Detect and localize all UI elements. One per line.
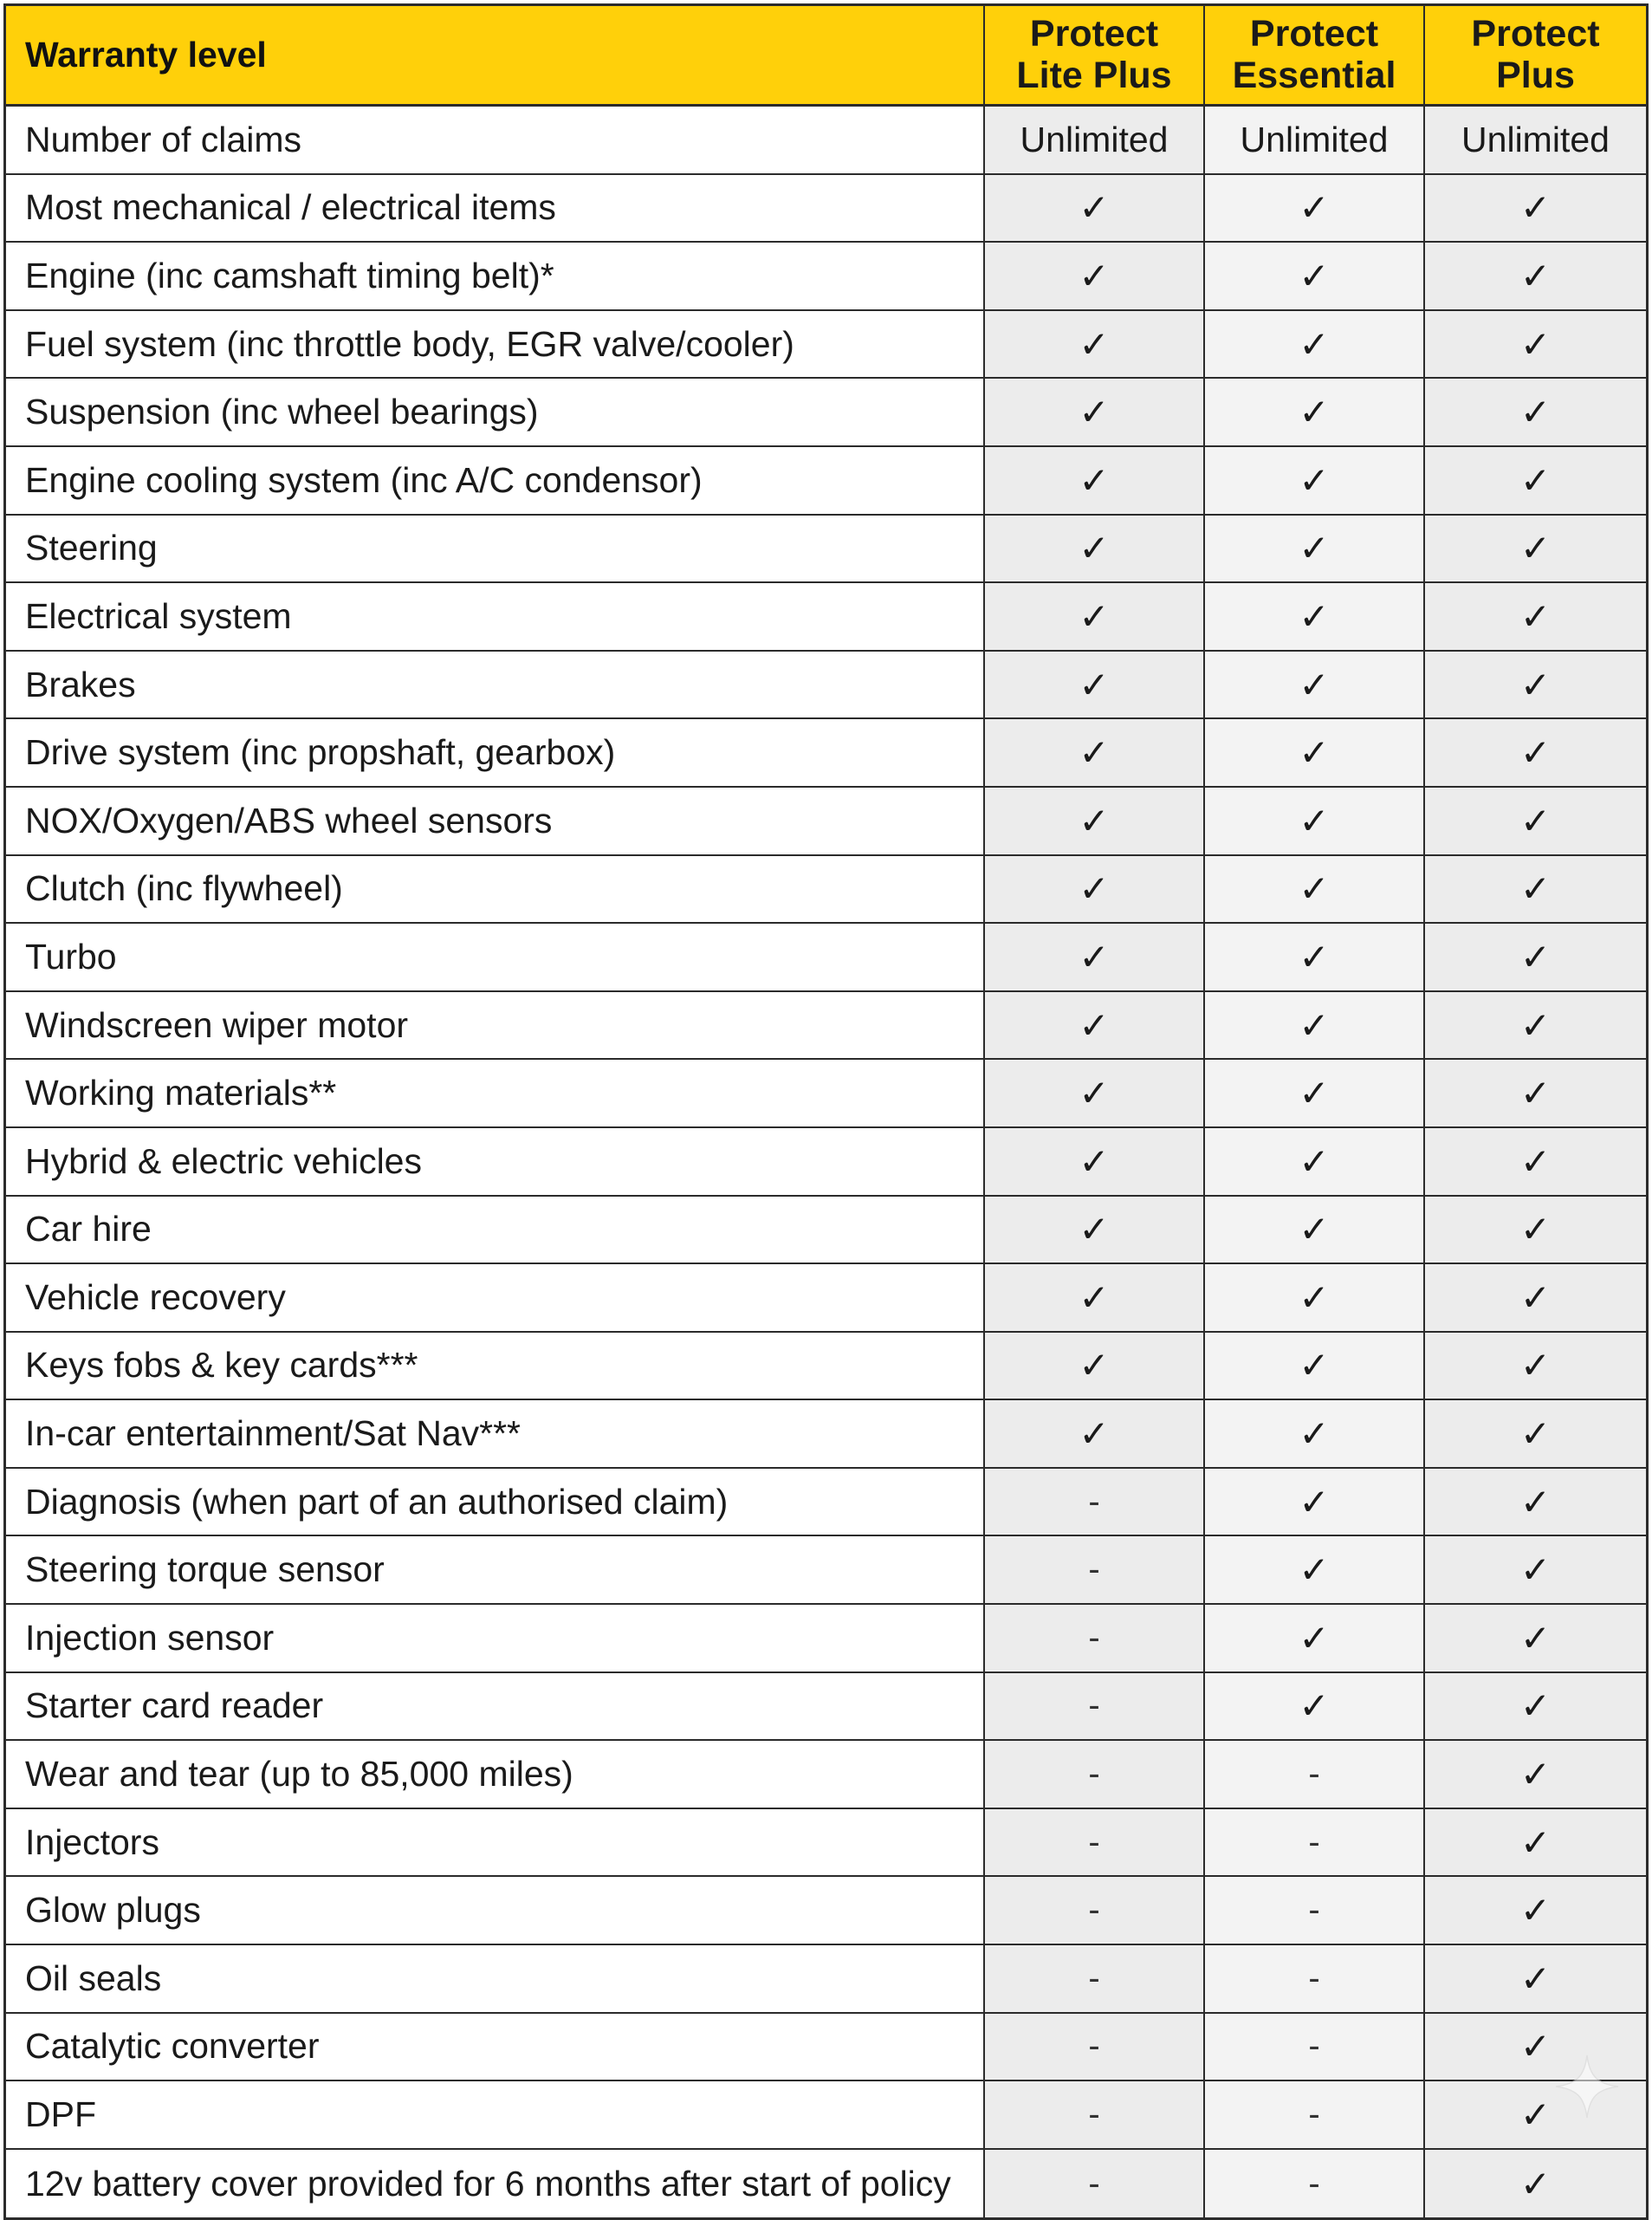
cell-essential [1205,788,1425,854]
checkmark-icon: ✓ [1299,936,1330,977]
not-included-dash: - [1308,2164,1320,2203]
cell-plus [1425,516,1646,582]
checkmark-icon: ✓ [1079,664,1110,705]
checkmark-icon: ✓ [1299,664,1330,705]
cell-essential [1205,516,1425,582]
table-row [6,175,1646,243]
table-row [6,788,1646,856]
cell-essential [1205,856,1425,923]
cell-lite-plus [985,2014,1205,2080]
row-feature-label: DPF [6,2081,985,2148]
checkmark-icon: ✓ [1519,392,1552,433]
checkmark-icon: ✓ [1079,1276,1110,1318]
cell-plus [1425,583,1646,650]
checkmark-icon: ✓ [1519,1413,1552,1455]
checkmark-icon: ✓ [1519,1345,1552,1386]
cell-essential [1205,1264,1425,1331]
checkmark-icon: ✓ [1519,1276,1552,1318]
row-feature-label: Electrical system [6,583,985,650]
plan-name-line2: Plus [1496,54,1575,96]
cell-plus [1425,924,1646,990]
cell-essential [1205,1469,1425,1535]
checkmark-icon: ✓ [1079,392,1110,433]
cell-plus [1425,1197,1646,1263]
cell-plus [1425,1333,1646,1399]
row-feature-label: Suspension (inc wheel bearings) [6,379,985,445]
checkmark-icon: ✓ [1079,732,1110,774]
not-included-dash: - [1088,1618,1100,1657]
cell-essential [1205,1945,1425,2012]
row-feature-label: Clutch (inc flywheel) [6,856,985,923]
not-included-dash: - [1308,2095,1320,2134]
checkmark-icon: ✓ [1079,1004,1110,1046]
row-feature-label: Steering [6,516,985,582]
checkmark-icon: ✓ [1519,1957,1552,1999]
plan-name-line1: Protect [1249,13,1379,55]
table-row [6,311,1646,380]
row-feature-label: Vehicle recovery [6,1264,985,1331]
cell-plus [1425,447,1646,514]
not-included-dash: - [1308,2027,1320,2066]
table-row [6,1197,1646,1265]
cell-lite-plus [985,1128,1205,1195]
not-included-dash: - [1088,2164,1100,2203]
checkmark-icon: ✓ [1519,2163,1552,2204]
table-row [6,1264,1646,1333]
table-row [6,107,1646,175]
not-included-dash: - [1308,1822,1320,1861]
checkmark-icon: ✓ [1079,868,1110,910]
checkmark-icon: ✓ [1519,255,1552,296]
header-plan-lite-plus [985,6,1205,104]
not-included-dash: - [1308,1755,1320,1794]
cell-plus [1425,1945,1646,2012]
checkmark-icon: ✓ [1299,732,1330,774]
cell-plus [1425,788,1646,854]
checkmark-icon: ✓ [1079,1140,1110,1182]
cell-essential [1205,1877,1425,1944]
checkmark-icon: ✓ [1519,1004,1552,1046]
checkmark-icon: ✓ [1519,323,1552,365]
row-feature-label: Oil seals [6,1945,985,2012]
row-feature-label: Injectors [6,1809,985,1876]
table-row [6,652,1646,720]
checkmark-icon: ✓ [1299,1413,1330,1455]
checkmark-icon: ✓ [1519,1754,1552,1795]
cell-plus [1425,652,1646,718]
row-feature-label: Car hire [6,1197,985,1263]
cell-lite-plus [985,1060,1205,1126]
cell-essential [1205,107,1425,173]
not-included-dash: - [1088,1958,1100,1997]
row-feature-label: Drive system (inc propshaft, gearbox) [6,719,985,786]
table-row [6,924,1646,992]
cell-plus [1425,1264,1646,1331]
checkmark-icon: ✓ [1519,936,1552,977]
table-row [6,1469,1646,1537]
checkmark-icon: ✓ [1519,187,1552,229]
table-row [6,2014,1646,2082]
table-row [6,379,1646,447]
cell-lite-plus [985,652,1205,718]
cell-lite-plus [985,175,1205,242]
table-row [6,719,1646,788]
not-included-dash: - [1088,1686,1100,1725]
row-feature-label: In-car entertainment/Sat Nav*** [6,1400,985,1467]
row-feature-label: Windscreen wiper motor [6,992,985,1059]
checkmark-icon: ✓ [1299,868,1330,910]
cell-lite-plus [985,516,1205,582]
cell-value: Unlimited [1020,119,1169,159]
cell-lite-plus [985,1400,1205,1467]
cell-essential [1205,1536,1425,1603]
not-included-dash: - [1088,1822,1100,1861]
checkmark-icon: ✓ [1299,392,1330,433]
row-feature-label: Injection sensor [6,1605,985,1671]
header-warranty-level: Warranty level [6,6,985,104]
checkmark-icon: ✓ [1079,255,1110,296]
cell-essential [1205,2081,1425,2148]
plan-name-line1: Protect [1471,13,1600,55]
checkmark-icon: ✓ [1519,1140,1552,1182]
cell-essential [1205,1809,1425,1876]
checkmark-icon: ✓ [1299,528,1330,569]
checkmark-icon: ✓ [1079,459,1110,501]
not-included-dash: - [1088,2027,1100,2066]
cell-lite-plus [985,992,1205,1059]
row-feature-label: NOX/Oxygen/ABS wheel sensors [6,788,985,854]
table-row [6,2150,1646,2218]
row-feature-label: Wear and tear (up to 85,000 miles) [6,1741,985,1808]
checkmark-icon: ✓ [1299,1617,1330,1659]
row-feature-label: Most mechanical / electrical items [6,175,985,242]
cell-plus [1425,1060,1646,1126]
table-row [6,1673,1646,1742]
cell-essential [1205,1400,1425,1467]
checkmark-icon: ✓ [1519,732,1552,774]
table-row [6,1536,1646,1605]
warranty-comparison-table [3,3,1649,2220]
cell-plus [1425,243,1646,309]
row-feature-label: Hybrid & electric vehicles [6,1128,985,1195]
checkmark-icon: ✓ [1299,1140,1330,1182]
checkmark-icon: ✓ [1519,664,1552,705]
checkmark-icon: ✓ [1079,323,1110,365]
cell-essential [1205,2014,1425,2080]
checkmark-icon: ✓ [1299,459,1330,501]
cell-lite-plus [985,1673,1205,1740]
cell-value: Unlimited [1461,119,1610,159]
checkmark-icon: ✓ [1079,1345,1110,1386]
cell-essential [1205,992,1425,1059]
cell-essential [1205,1605,1425,1671]
cell-essential [1205,1197,1425,1263]
checkmark-icon: ✓ [1519,1685,1552,1727]
cell-plus [1425,992,1646,1059]
checkmark-icon: ✓ [1079,187,1110,229]
checkmark-icon: ✓ [1519,800,1552,841]
row-feature-label: Steering torque sensor [6,1536,985,1603]
not-included-dash: - [1088,2095,1100,2134]
cell-plus [1425,1605,1646,1671]
table-row [6,1945,1646,2014]
cell-lite-plus [985,243,1205,309]
checkmark-icon: ✓ [1519,1481,1552,1522]
table-row [6,1605,1646,1673]
table-row [6,1809,1646,1878]
cell-lite-plus [985,379,1205,445]
table-row [6,1400,1646,1469]
not-included-dash: - [1088,1482,1100,1521]
cell-essential [1205,1128,1425,1195]
checkmark-icon: ✓ [1519,528,1552,569]
checkmark-icon: ✓ [1079,800,1110,841]
checkmark-icon: ✓ [1299,1276,1330,1318]
row-feature-label: Number of claims [6,107,985,173]
cell-essential [1205,379,1425,445]
checkmark-icon: ✓ [1299,595,1330,637]
checkmark-icon: ✓ [1299,1481,1330,1522]
cell-essential [1205,1333,1425,1399]
cell-essential [1205,719,1425,786]
cell-lite-plus [985,856,1205,923]
header-plan-essential [1205,6,1425,104]
cell-essential [1205,2150,1425,2218]
cell-lite-plus [985,1264,1205,1331]
row-feature-label: Fuel system (inc throttle body, EGR valve/cooler) [6,311,985,378]
cell-essential [1205,1741,1425,1808]
checkmark-icon: ✓ [1519,1549,1552,1591]
checkmark-icon: ✓ [1299,1685,1330,1727]
table-row [6,1060,1646,1128]
row-feature-label: Starter card reader [6,1673,985,1740]
cell-lite-plus [985,1605,1205,1671]
checkmark-icon: ✓ [1519,1209,1552,1250]
checkmark-icon: ✓ [1519,2094,1552,2136]
cell-essential [1205,311,1425,378]
cell-essential [1205,1673,1425,1740]
cell-essential [1205,583,1425,650]
row-feature-label: Keys fobs & key cards*** [6,1333,985,1399]
checkmark-icon: ✓ [1519,1617,1552,1659]
cell-plus [1425,856,1646,923]
checkmark-icon: ✓ [1299,1209,1330,1250]
not-included-dash: - [1088,1550,1100,1589]
row-feature-label: Engine (inc camshaft timing belt)* [6,243,985,309]
cell-value: Unlimited [1240,119,1389,159]
checkmark-icon: ✓ [1519,868,1552,910]
checkmark-icon: ✓ [1519,595,1552,637]
not-included-dash: - [1088,1755,1100,1794]
not-included-dash: - [1088,1891,1100,1930]
cell-lite-plus [985,2081,1205,2148]
checkmark-icon: ✓ [1079,595,1110,637]
checkmark-icon: ✓ [1079,1209,1110,1250]
cell-plus [1425,719,1646,786]
cell-lite-plus [985,311,1205,378]
checkmark-icon: ✓ [1519,1890,1552,1931]
cell-plus [1425,1741,1646,1808]
header-plan-plus [1425,6,1646,104]
row-feature-label: Catalytic converter [6,2014,985,2080]
cell-essential [1205,1060,1425,1126]
table-row [6,992,1646,1061]
cell-essential [1205,447,1425,514]
cell-essential [1205,175,1425,242]
cell-plus [1425,1536,1646,1603]
table-row [6,516,1646,584]
not-included-dash: - [1308,1891,1320,1930]
cell-lite-plus [985,583,1205,650]
checkmark-icon: ✓ [1519,1821,1552,1863]
cell-plus [1425,175,1646,242]
cell-lite-plus [985,447,1205,514]
plan-name-line2: Essential [1232,54,1396,96]
checkmark-icon: ✓ [1299,323,1330,365]
row-feature-label: Glow plugs [6,1877,985,1944]
checkmark-icon: ✓ [1299,187,1330,229]
checkmark-icon: ✓ [1519,459,1552,501]
cell-lite-plus [985,1469,1205,1535]
table-row [6,583,1646,652]
not-included-dash: - [1308,1958,1320,1997]
sparkle-watermark-icon [1552,2052,1622,2121]
checkmark-icon: ✓ [1299,1345,1330,1386]
cell-plus [1425,311,1646,378]
table-body [6,107,1646,2217]
cell-plus [1425,1877,1646,1944]
plan-name-line2: Lite Plus [1016,54,1172,96]
cell-essential [1205,652,1425,718]
table-row [6,1128,1646,1197]
cell-essential [1205,924,1425,990]
row-feature-label: Turbo [6,924,985,990]
cell-plus [1425,2150,1646,2218]
checkmark-icon: ✓ [1519,2026,1552,2067]
checkmark-icon: ✓ [1299,1004,1330,1046]
cell-lite-plus [985,1877,1205,1944]
cell-plus [1425,379,1646,445]
cell-lite-plus [985,1809,1205,1876]
cell-lite-plus [985,924,1205,990]
plan-name-line1: Protect [1029,13,1159,55]
checkmark-icon: ✓ [1079,1073,1110,1114]
table-row [6,2081,1646,2150]
checkmark-icon: ✓ [1079,936,1110,977]
checkmark-icon: ✓ [1299,800,1330,841]
cell-plus [1425,1128,1646,1195]
cell-plus [1425,1400,1646,1467]
table-row [6,1333,1646,1401]
cell-plus [1425,1469,1646,1535]
table-header-row [6,6,1646,107]
cell-lite-plus [985,1741,1205,1808]
cell-lite-plus [985,1945,1205,2012]
table-row [6,243,1646,311]
cell-lite-plus [985,2150,1205,2218]
row-feature-label: Brakes [6,652,985,718]
cell-plus [1425,107,1646,173]
checkmark-icon: ✓ [1299,1073,1330,1114]
table-row [6,447,1646,516]
row-feature-label: 12v battery cover provided for 6 months after start of policy [6,2150,985,2218]
table-row [6,856,1646,925]
cell-lite-plus [985,719,1205,786]
row-feature-label: Engine cooling system (inc A/C condensor) [6,447,985,514]
cell-plus [1425,1673,1646,1740]
table-row [6,1877,1646,1945]
checkmark-icon: ✓ [1299,1549,1330,1591]
row-feature-label: Working materials** [6,1060,985,1126]
cell-lite-plus [985,1536,1205,1603]
cell-essential [1205,243,1425,309]
cell-plus [1425,1809,1646,1876]
cell-lite-plus [985,1333,1205,1399]
cell-lite-plus [985,107,1205,173]
checkmark-icon: ✓ [1079,1413,1110,1455]
row-feature-label: Diagnosis (when part of an authorised claim) [6,1469,985,1535]
checkmark-icon: ✓ [1519,1073,1552,1114]
table-row [6,1741,1646,1809]
checkmark-icon: ✓ [1299,255,1330,296]
checkmark-icon: ✓ [1079,528,1110,569]
cell-lite-plus [985,788,1205,854]
cell-lite-plus [985,1197,1205,1263]
